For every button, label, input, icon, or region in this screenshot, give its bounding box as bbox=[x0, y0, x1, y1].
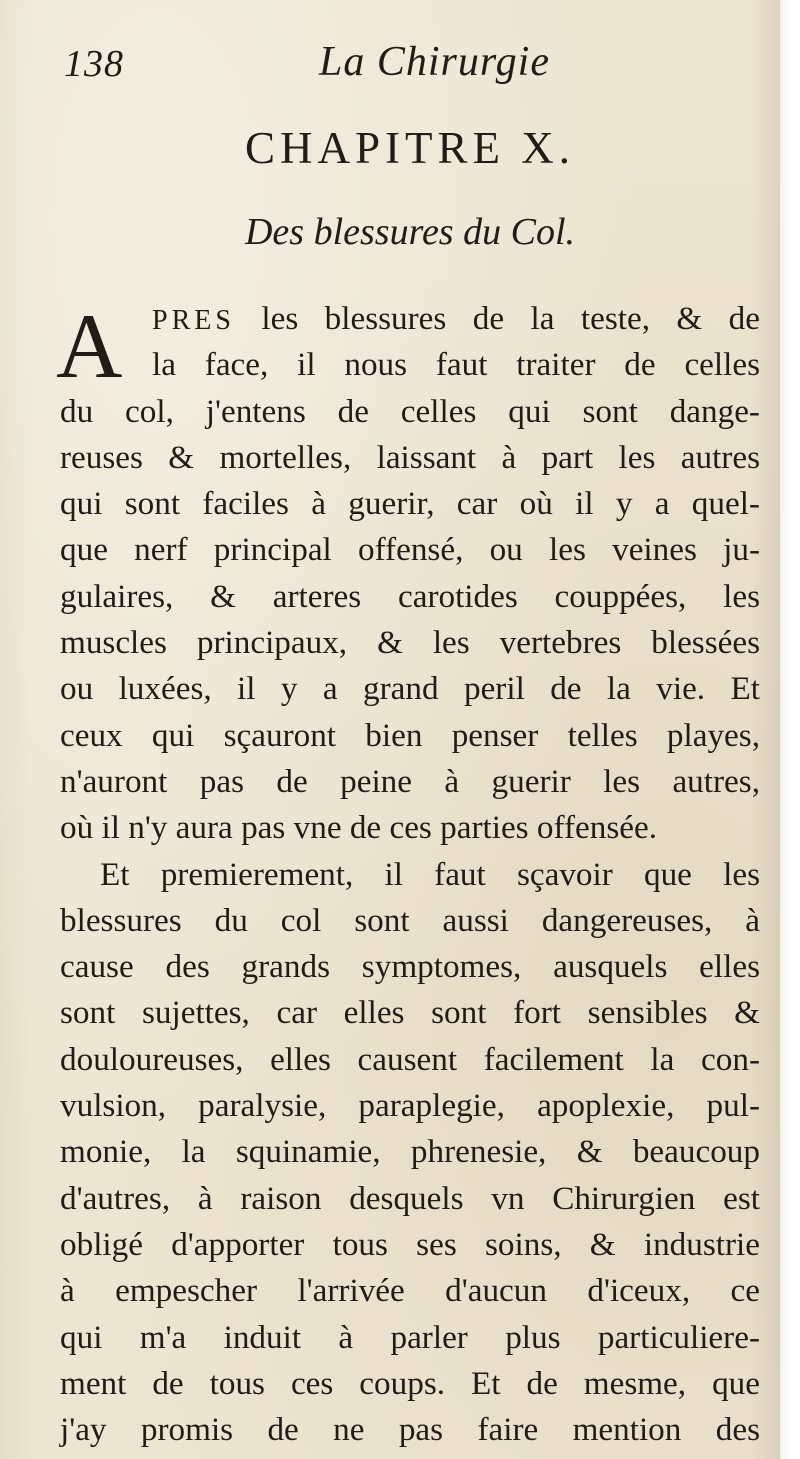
text-line: reuses & mortelles, laissant à part les autres bbox=[60, 438, 760, 476]
text-line: d'autres, à raison desquels vn Chirurgien est bbox=[60, 1179, 760, 1217]
text-line: cause des grands symptomes, ausquels elles bbox=[60, 948, 760, 986]
chapter-title: CHAPITRE X. bbox=[244, 123, 575, 173]
text-line: où il n'y aura pas vne de ces parties offensée. bbox=[60, 809, 657, 847]
text-line: douloureuses, elles causent facilement la con- bbox=[60, 1040, 760, 1078]
running-head: La Chirurgie bbox=[319, 39, 550, 85]
page-number: 138 bbox=[64, 43, 124, 85]
text-line: du col, j'entens de celles qui sont dange- bbox=[60, 392, 760, 430]
text-line: n'auront pas de peine à guerir les autres, bbox=[60, 762, 760, 800]
text-line: la face, il nous faut traiter de celles bbox=[152, 346, 760, 384]
body-text bbox=[56, 295, 760, 1453]
text-line: PRES les blessures de la teste, & de bbox=[152, 300, 760, 337]
text-line: ou luxées, il y a grand peril de la vie. Et bbox=[60, 670, 760, 708]
text-line: j'ay promis de ne pas faire mention des bbox=[60, 1411, 760, 1449]
text-line: obligé d'apporter tous ses soins, & industrie bbox=[60, 1225, 760, 1263]
text-line: gulaires, & arteres carotides couppées, les bbox=[60, 577, 760, 615]
first-word-smallcaps: PRES bbox=[152, 305, 235, 336]
text-line: ment de tous ces coups. Et de mesme, que bbox=[60, 1364, 760, 1402]
text-line: monie, la squinamie, phrenesie, & beaucoup bbox=[60, 1133, 760, 1171]
text-line: que nerf principal offensé, ou les veines ju- bbox=[60, 531, 760, 569]
text-line: muscles principaux, & les vertebres blessées bbox=[60, 624, 760, 662]
text-line: qui m'a induit à parler plus particuliere- bbox=[60, 1318, 760, 1356]
text-line: ceux qui sçauront bien penser telles playes, bbox=[60, 716, 760, 754]
section-title: Des blessures du Col. bbox=[244, 211, 576, 253]
drop-cap: A bbox=[56, 295, 123, 397]
page-header bbox=[64, 38, 754, 88]
text-line: vulsion, paralysie, paraplegie, apoplexie, pul- bbox=[60, 1087, 760, 1125]
text-line: qui sont faciles à guerir, car où il y a quel- bbox=[60, 485, 760, 523]
text-line: sont sujettes, car elles sont fort sensibles & bbox=[60, 994, 760, 1032]
text-line: à empescher l'arrivée d'aucun d'iceux, ce bbox=[60, 1272, 760, 1310]
text-line: blessures du col sont aussi dangereuses, à bbox=[60, 901, 760, 939]
text-line: Et premierement, il faut sçavoir que les bbox=[100, 855, 760, 893]
